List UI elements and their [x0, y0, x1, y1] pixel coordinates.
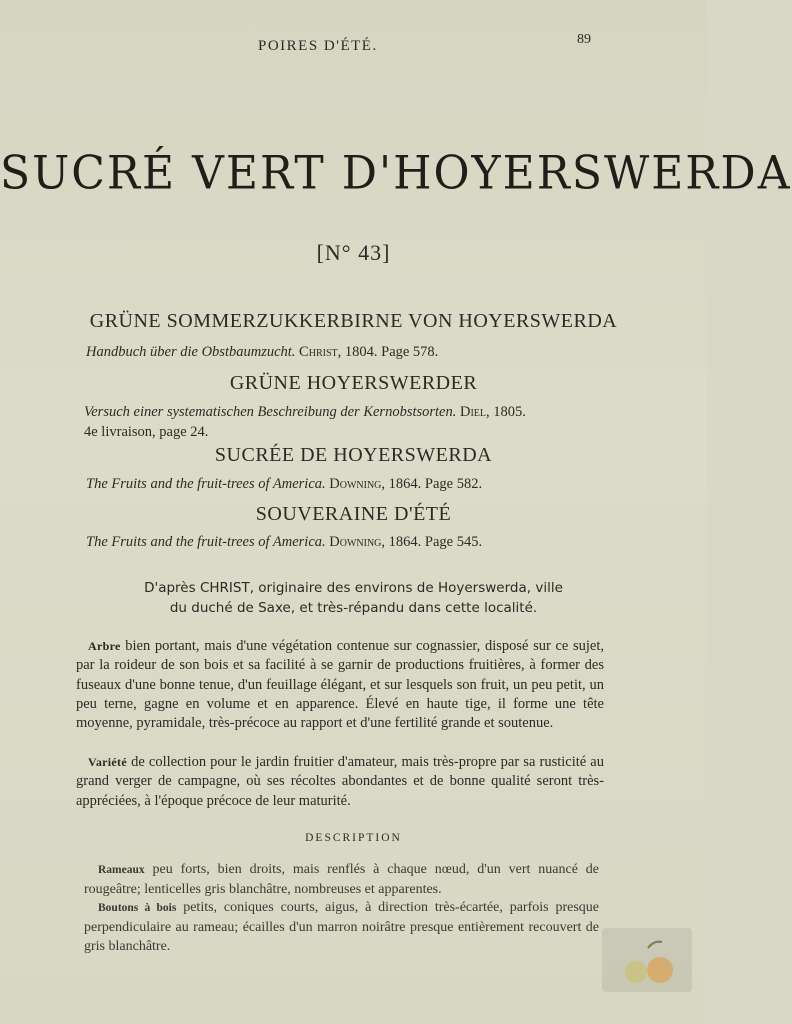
synonym-reference [84, 404, 526, 421]
paragraph-lead: Arbre [88, 639, 121, 653]
synonym-reference [86, 534, 482, 551]
page-title: SUCRÉ VERT D'HOYERSWERDA [0, 146, 792, 201]
origin-note [0, 578, 707, 618]
reference-title: The Fruits and the fruit-trees of America. [86, 476, 326, 492]
running-title: POIRES D'ÉTÉ. [258, 38, 378, 54]
synonym-name: GRÜNE HOYERSWERDER [229, 372, 478, 394]
description-heading: DESCRIPTION [305, 832, 402, 844]
tree-paragraph [76, 637, 604, 733]
reference-title: Versuch einer systematischen Beschreibung der Kernobstsorten. [84, 404, 457, 420]
reference-details: , 1805. [486, 404, 526, 420]
reference-author: Diel [460, 404, 487, 420]
page-number: 89 [577, 32, 591, 47]
synonym-name: SOUVERAINE D'ÉTÉ [255, 503, 452, 525]
origin-line: du duché de Saxe, et très-répandu dans cette localité. [169, 600, 538, 616]
paragraph-lead: Variété [88, 755, 127, 769]
reference-details: , 1864. Page 582. [381, 476, 483, 492]
buds-paragraph [84, 898, 599, 956]
variety-paragraph [76, 753, 604, 811]
reference-title: The Fruits and the fruit-trees of America. [86, 534, 326, 550]
synonym-name: SUCRÉE DE HOYERSWERDA [214, 444, 493, 466]
synonym-reference [86, 344, 438, 361]
reference-author: Christ [299, 344, 338, 360]
paragraph-text: de collection pour le jardin fruitier d'amateur, mais très-propre par sa rusticité au grand verger de campagne, où ses récoltes abondantes et de bonne qualité seront très-appréciées, à l'époque précoce de leur maturité. [76, 754, 604, 809]
paragraph-text: petits, coniques courts, aigus, à direction très-écartée, parfois presque perpendiculaire au rameau; écailles d'un marron noirâtre presque entièrement recouvert de gris blanchâtre. [84, 900, 599, 954]
reference-title: Handbuch über die Obstbaumzucht. [86, 344, 296, 360]
paragraph-lead: Rameaux [98, 864, 145, 876]
reference-details: , 1804. Page 578. [337, 344, 439, 360]
reference-author: Downing [329, 534, 382, 550]
reference-details: , 1864. Page 545. [381, 534, 483, 550]
stamp-graphic [602, 928, 692, 992]
reference-line: 4e livraison, page 24. [84, 424, 209, 440]
variety-number: [N° 43] [316, 240, 391, 265]
synonym-name: GRÜNE SOMMERZUKKERBIRNE VON HOYERSWERDA [89, 310, 618, 332]
origin-line: D'après CHRIST, originaire des environs de Hoyerswerda, ville [144, 580, 563, 596]
reference-author: Downing [329, 476, 382, 492]
synonym-reference [86, 476, 482, 493]
paragraph-lead: Boutons à bois [98, 902, 177, 914]
paragraph-text: peu forts, bien droits, mais renflés à chaque nœud, d'un vert nuancé de rougeâtre; lenticelles gris blanchâtre, nombreuses et apparentes. [84, 862, 599, 897]
branches-paragraph [84, 860, 599, 899]
library-stamp-image [602, 928, 692, 992]
paragraph-text: bien portant, mais d'une végétation contenue sur cognassier, disposé sur ce sujet, par la roideur de son bois et sa facilité à se garnir de productions fruitières, à former des fuseaux d'une bonne tenue, d'un feuillage élégant, et sur lesquels son fruit, un peu petit, un peu terne, gagne en volume et en apparence. Élevé en haute tige, il forme une tête moyenne, pyramidale, très-précoce au rapport et d'une fertilité grande et soutenue. [76, 638, 604, 732]
